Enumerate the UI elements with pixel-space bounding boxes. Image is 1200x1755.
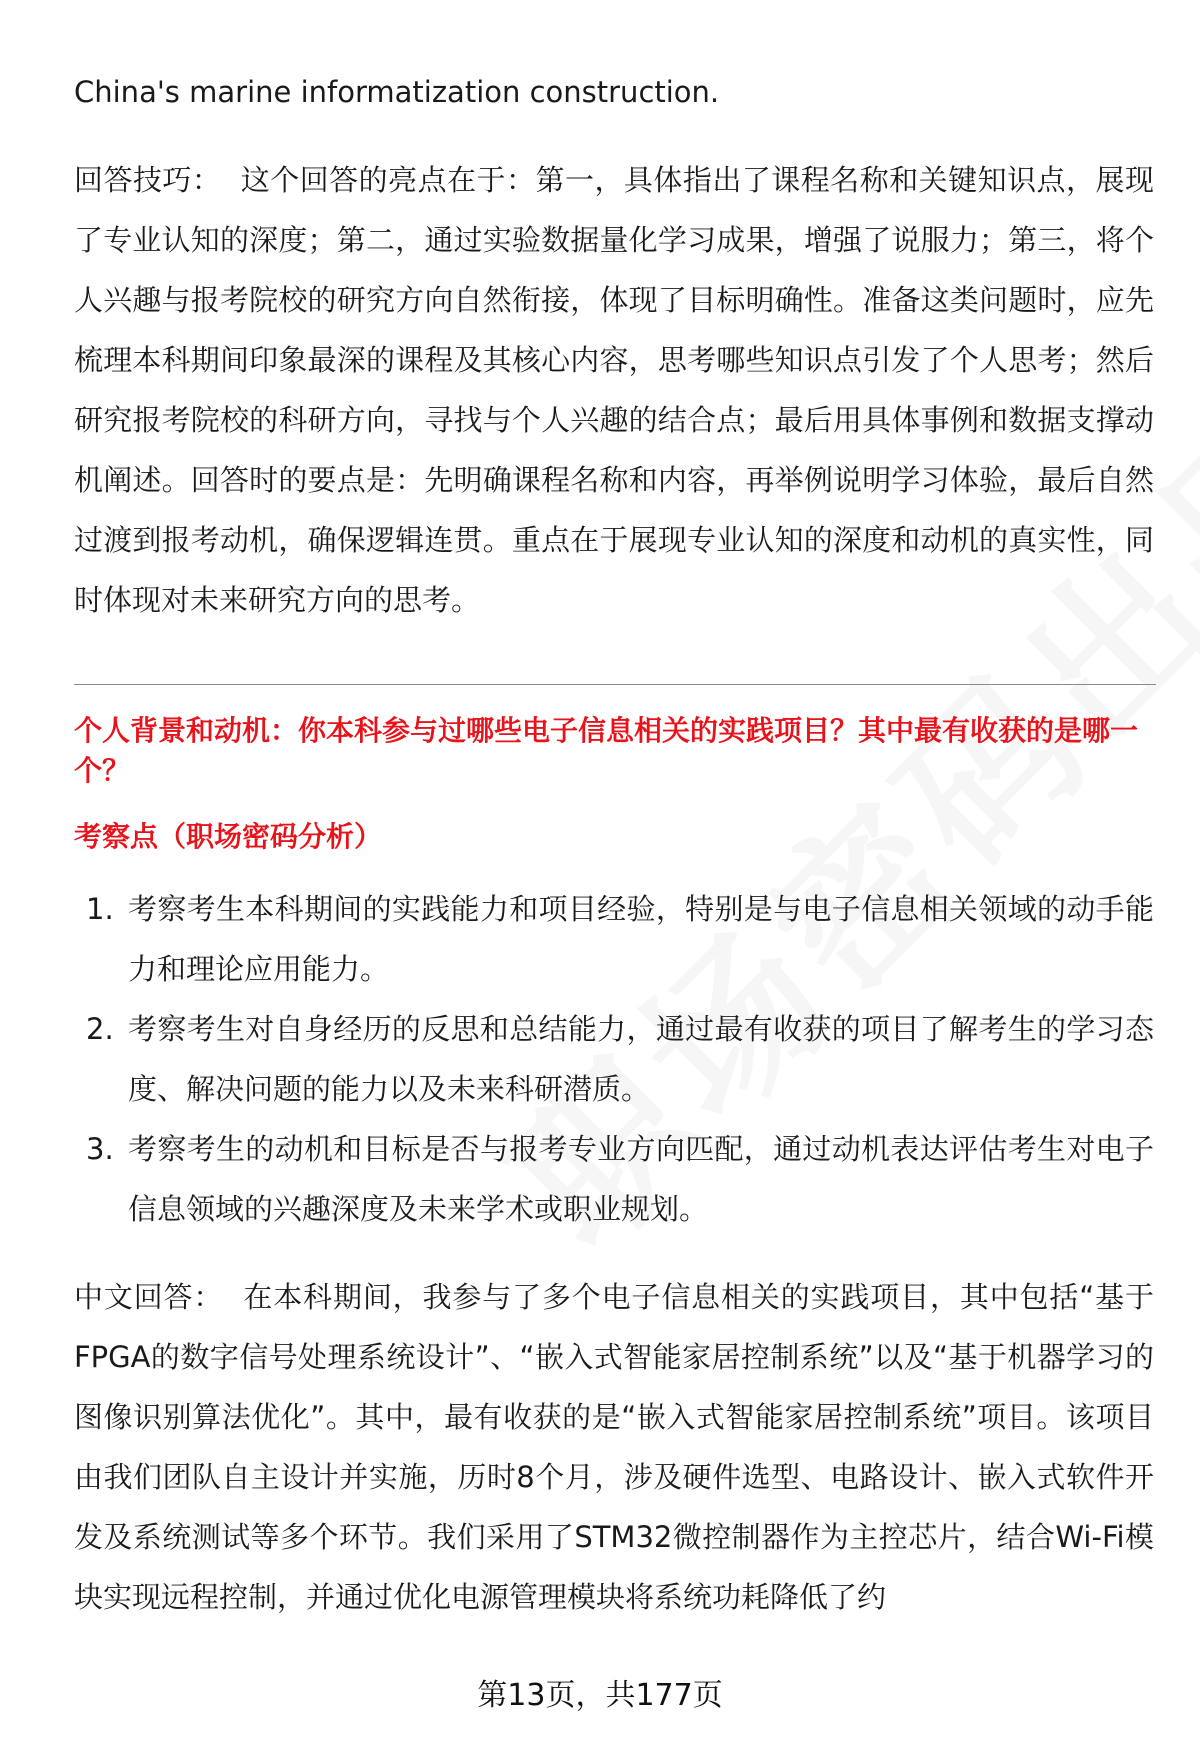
analysis-heading: 考察点（职场密码分析） [74, 820, 383, 853]
question-heading: 个人背景和动机：你本科参与过哪些电子信息相关的实践项目？其中最有收获的是哪一个？ [74, 714, 1139, 787]
tips-label: 回答技巧： [74, 163, 222, 197]
tips-text: 这个回答的亮点在于：第一，具体指出了课程名称和关键知识点，展现了专业认知的深度；第二，通过实验数据量化学习成果，增强了说服力；第三，将个人兴趣与报考院校的研究方向自然衔接，体现了目标明确性。准备这类问题时，应先梳理本科期间印象最深的课程及其核心内容，思考哪些知识点引发了个人思考；然后研究报考院校的科研方向，寻找与个人兴趣的结合点；最后用具体事例和数据支撑动机阐述。回答时的要点是：先明确课程名称和内容，再举例说明学习体验，最后自然过渡到报考动机，确保逻辑连贯。重点在于展现专业认知的深度和动机的真实性，同时体现对未来研究方向的思考。 [74, 163, 1154, 617]
english-answer-tail: China's marine informatization construction. [74, 75, 720, 109]
list-item-number: 1. [86, 892, 114, 926]
document-page [74, 62, 1154, 1627]
answer-tips-paragraph [74, 150, 1154, 630]
page-number-footer: 第13页，共177页 [477, 1678, 723, 1713]
list-item-text: 考察考生的动机和目标是否与报考专业方向匹配，通过动机表达评估考生对电子信息领域的兴趣深度及未来学术或职业规划。 [128, 1132, 1154, 1226]
section-divider [74, 684, 1156, 685]
list-item [74, 879, 1154, 999]
list-item-text: 考察考生对自身经历的反思和总结能力，通过最有收获的项目了解考生的学习态度、解决问题的能力以及未来科研潜质。 [128, 1012, 1154, 1106]
list-item [74, 999, 1154, 1119]
list-item-number: 3. [86, 1132, 114, 1166]
answer-text: 在本科期间，我参与了多个电子信息相关的实践项目，其中包括“基于FPGA的数字信号处理系统设计”、“嵌入式智能家居控制系统”以及“基于机器学习的图像识别算法优化”。其中，最有收获的是“嵌入式智能家居控制系统”项目。该项目由我们团队自主设计并实施，历时8个月，涉及硬件选型、电路设计、嵌入式软件开发及系统测试等多个环节。我们采用了STM32微控制器作为主控芯片，结合Wi-Fi模块实现远程控制，并通过优化电源管理模块将系统功耗降低了约 [74, 1280, 1154, 1614]
list-item [74, 1119, 1154, 1239]
chinese-answer-paragraph [74, 1267, 1154, 1627]
list-item-number: 2. [86, 1012, 114, 1046]
analysis-points-list [74, 879, 1154, 1239]
list-item-text: 考察考生本科期间的实践能力和项目经验，特别是与电子信息相关领域的动手能力和理论应用能力。 [128, 892, 1154, 986]
answer-label: 中文回答： [74, 1280, 224, 1314]
